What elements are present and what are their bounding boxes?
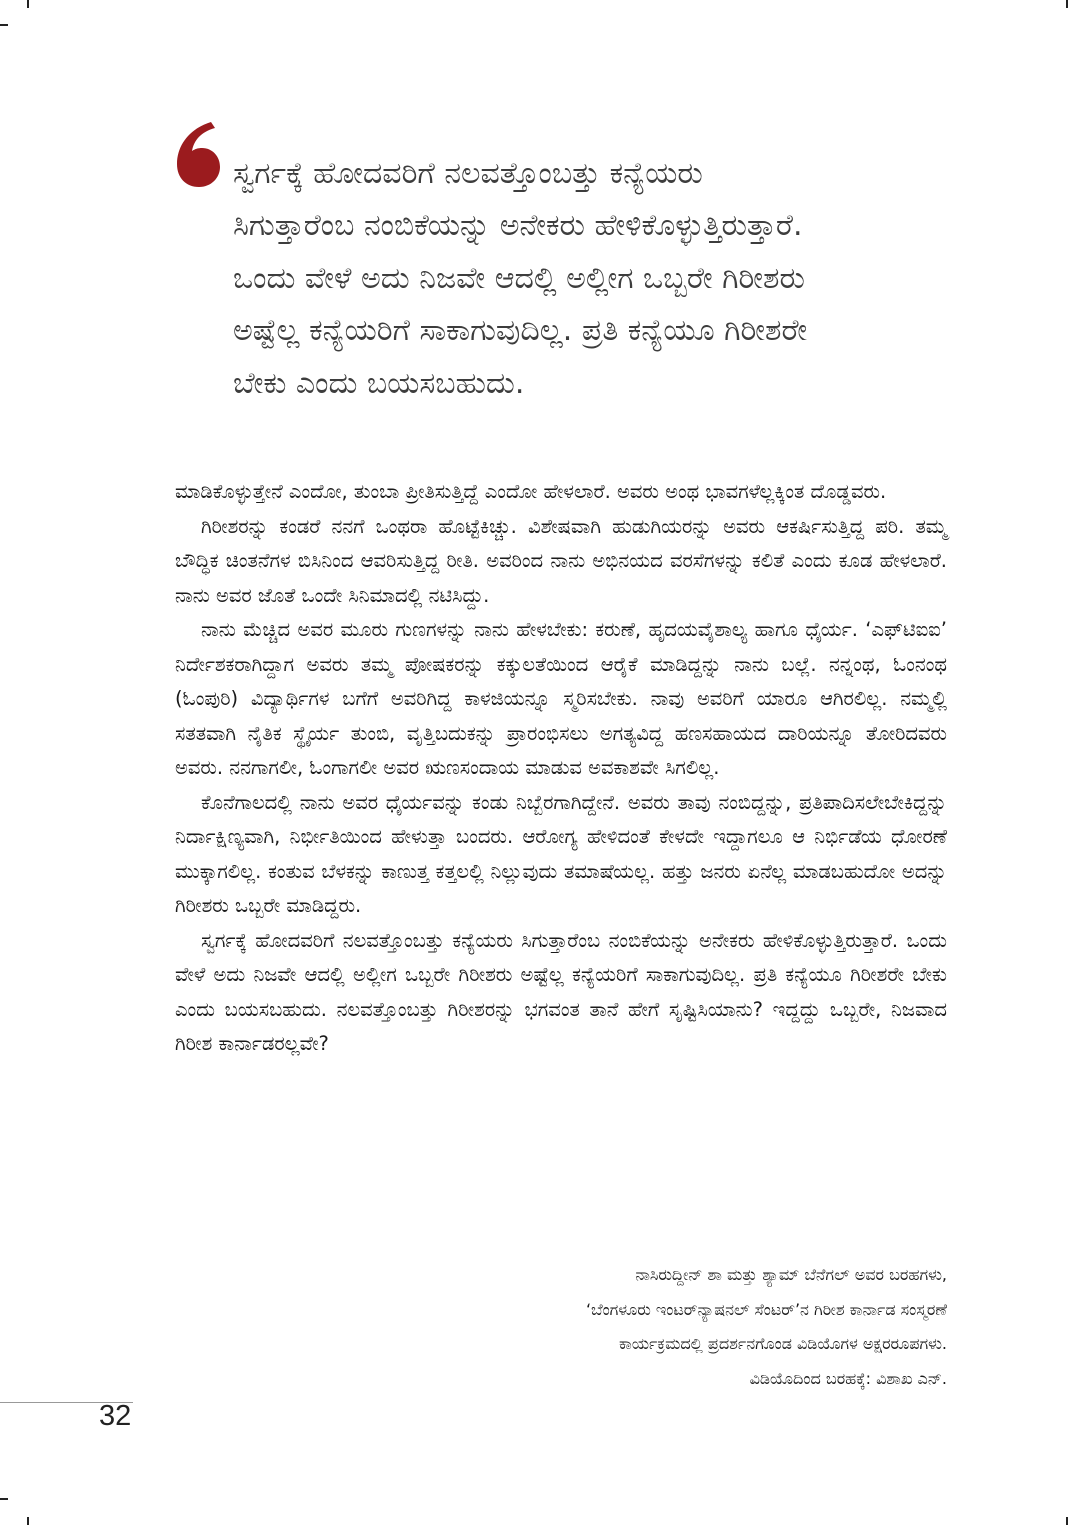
- paragraph: ಮಾಡಿಕೊಳ್ಳುತ್ತೇನೆ ಎಂದೋ, ತುಂಬಾ ಪ್ರೀತಿಸುತ್ತಿದ್ದೆ ಎಂದೋ ಹೇಳಲಾರೆ. ಅವರು ಅಂಥ ಭಾವಗಳೆಲ್ಲಕ್ಕಿಂತ ದೊಡ್ಡವರು.: [175, 480, 887, 503]
- article-body: [175, 475, 947, 1062]
- credit-line: ‘ಬೆಂಗಳೂರು ಇಂಟರ್‌ನ್ಯಾಷನಲ್ ಸೆಂಟರ್’ನ ಗಿರೀಶ ಕಾರ್ನಾಡ ಸಂಸ್ಮರಣೆ: [585, 1299, 947, 1319]
- credit-block: [586, 1258, 947, 1396]
- credit-line: ನಾಸಿರುದ್ದೀನ್ ಶಾ ಮತ್ತು ಶ್ಯಾಮ್ ಬೆನೆಗಲ್ ಅವರ ಬರಹಗಳು,: [635, 1265, 947, 1284]
- paragraph: ಕೊನೆಗಾಲದಲ್ಲಿ ನಾನು ಅವರ ಧೈರ್ಯವನ್ನು ಕಂಡು ನಿಬ್ಬೆರಗಾಗಿದ್ದೇನೆ. ಅವರು ತಾವು ನಂಬಿದ್ದನ್ನು, ಪ್ರತಿಪಾದಿಸಲೇಬೇಕಿದ್ದನ್ನು ನಿರ್ದಾಕ್ಷಿಣ್ಯವಾಗಿ, ನಿರ್ಭೀತಿಯಿಂದ ಹೇಳುತ್ತಾ ಬಂದರು. ಆರೋಗ್ಯ ಹೇಳಿದಂತೆ ಕೇಳದೇ ಇದ್ದಾಗಲೂ ಆ ನಿರ್ಭಿಡೆಯ ಧೋರಣೆ ಮುಕ್ಕಾಗಲಿಲ್ಲ. ಕಂತುವ ಬೆಳಕನ್ನು ಕಾಣುತ್ತ ಕತ್ತಲಲ್ಲಿ ನಿಲ್ಲುವುದು ತಮಾಷೆಯಲ್ಲ. ಹತ್ತು ಜನರು ಏನೆಲ್ಲ ಮಾಡಬಹುದೋ ಅದನ್ನು ಗಿರೀಶರು ಒಬ್ಬರೇ ಮಾಡಿದ್ದರು.: [175, 790, 947, 917]
- paragraph: ಗಿರೀಶರನ್ನು ಕಂಡರೆ ನನಗೆ ಒಂಥರಾ ಹೊಟ್ಟೆಕಿಚ್ಚು. ವಿಶೇಷವಾಗಿ ಹುಡುಗಿಯರನ್ನು ಅವರು ಆಕರ್ಷಿಸುತ್ತಿದ್ದ ಪರಿ. ತಮ್ಮ ಬೌದ್ಧಿಕ ಚಿಂತನೆಗಳ ಬಿಸಿನಿಂದ ಆವರಿಸುತ್ತಿದ್ದ ರೀತಿ. ಅವರಿಂದ ನಾನು ಅಭಿನಯದ ವರಸೆಗಳನ್ನು ಕಲಿತೆ ಎಂದು ಕೂಡ ಹೇಳಲಾರೆ. ನಾನು ಅವರ ಜೊತೆ ಒಂದೇ ಸಿನಿಮಾದಲ್ಲಿ ನಟಿಸಿದ್ದು.: [175, 514, 947, 607]
- paragraph: ಸ್ವರ್ಗಕ್ಕೆ ಹೋದವರಿಗೆ ನಲವತ್ತೊಂಬತ್ತು ಕನ್ಯೆಯರು ಸಿಗುತ್ತಾರೆಂಬ ನಂಬಿಕೆಯನ್ನು ಅನೇಕರು ಹೇಳಿಕೊಳ್ಳುತ್ತಿರುತ್ತಾರೆ. ಒಂದು ವೇಳೆ ಅದು ನಿಜವೇ ಆದಲ್ಲಿ ಅಲ್ಲೀಗ ಒಬ್ಬರೇ ಗಿರೀಶರು ಅಷ್ಟೆಲ್ಲ ಕನ್ಯೆಯರಿಗೆ ಸಾಕಾಗುವುದಿಲ್ಲ. ಪ್ರತಿ ಕನ್ಯೆಯೂ ಗಿರೀಶರೇ ಬೇಕು ಎಂದು ಬಯಸಬಹುದು. ನಲವತ್ತೊಂಬತ್ತು ಗಿರೀಶರನ್ನು ಭಗವಂತ ತಾನೆ ಹೇಗೆ ಸೃಷ್ಟಿಸಿಯಾನು? ಇದ್ದದ್ದು ಒಬ್ಬರೇ, ನಿಜವಾದ ಗಿರೀಶ ಕಾರ್ನಾಡರಲ್ಲವೇ?: [175, 928, 947, 1055]
- pull-quote-line: ಒಂದು ವೇಳೆ ಅದು ನಿಜವೇ ಆದಲ್ಲಿ ಅಲ್ಲೀಗ ಒಬ್ಬರೇ ಗಿರೀಶರು: [233, 261, 805, 296]
- crop-mark-bottom-right: [1066, 1517, 1068, 1525]
- credit-line: ವಿಡಿಯೊದಿಂದ ಬರಹಕ್ಕೆ: ವಿಶಾಖ ಎನ್.: [749, 1368, 947, 1388]
- crop-mark-left-top: [0, 24, 8, 26]
- pull-quote-line: ಸಿಗುತ್ತಾರೆಂಬ ನಂಬಿಕೆಯನ್ನು ಅನೇಕರು ಹೇಳಿಕೊಳ್ಳುತ್ತಿರುತ್ತಾರೆ.: [233, 208, 803, 243]
- credit-line: ಕಾರ್ಯಕ್ರಮದಲ್ಲಿ ಪ್ರದರ್ಶನಗೊಂಡ ವಿಡಿಯೊಗಳ ಅಕ್ಷರರೂಪಗಳು.: [618, 1334, 947, 1353]
- quote-mark-icon: [173, 120, 223, 190]
- pull-quote-line: ಸ್ವರ್ಗಕ್ಕೆ ಹೋದವರಿಗೆ ನಲವತ್ತೊಂಬತ್ತು ಕನ್ಯೆಯರು: [233, 156, 703, 191]
- crop-mark-top-right: [1066, 0, 1068, 8]
- crop-mark-bottom-left: [27, 1517, 29, 1525]
- page-number: 32: [99, 1400, 132, 1432]
- pull-quote-line: ಬೇಕು ಎಂದು ಬಯಸಬಹುದು.: [233, 366, 525, 401]
- crop-mark-left-bottom: [0, 1498, 8, 1500]
- paragraph: ನಾನು ಮೆಚ್ಚಿದ ಅವರ ಮೂರು ಗುಣಗಳನ್ನು ನಾನು ಹೇಳಬೇಕು: ಕರುಣೆ, ಹೃದಯವೈಶಾಲ್ಯ ಹಾಗೂ ಧೈರ್ಯ. ‘ಎಫ್‌ಟಿಐಐ’ ನಿರ್ದೇಶಕರಾಗಿದ್ದಾಗ ಅವರು ತಮ್ಮ ಪೋಷಕರನ್ನು ಕಕ್ಕುಲತೆಯಿಂದ ಆರೈಕೆ ಮಾಡಿದ್ದನ್ನು ನಾನು ಬಲ್ಲೆ. ನನ್ನಂಥ, ಓಂನಂಥ (ಓಂಪುರಿ) ವಿದ್ಯಾರ್ಥಿಗಳ ಬಗೆಗೆ ಅವರಿಗಿದ್ದ ಕಾಳಜಿಯನ್ನೂ ಸ್ಮರಿಸಬೇಕು. ನಾವು ಅವರಿಗೆ ಯಾರೂ ಆಗಿರಲಿಲ್ಲ. ನಮ್ಮಲ್ಲಿ ಸತತವಾಗಿ ನೈತಿಕ ಸ್ಥೈರ್ಯ ತುಂಬಿ, ವೃತ್ತಿಬದುಕನ್ನು ಪ್ರಾರಂಭಿಸಲು ಅಗತ್ಯವಿದ್ದ ಹಣಸಹಾಯದ ದಾರಿಯನ್ನೂ ತೋರಿದವರು ಅವರು. ನನಗಾಗಲೀ, ಓಂಗಾಗಲೀ ಅವರ ಋಣಸಂದಾಯ ಮಾಡುವ ಅವಕಾಶವೇ ಸಿಗಲಿಲ್ಲ.: [175, 618, 947, 779]
- pull-quote-line: ಅಷ್ಟೆಲ್ಲ ಕನ್ಯೆಯರಿಗೆ ಸಾಕಾಗುವುದಿಲ್ಲ. ಪ್ರತಿ ಕನ್ಯೆಯೂ ಗಿರೀಶರೇ: [233, 313, 808, 348]
- crop-mark-top-left: [27, 0, 29, 8]
